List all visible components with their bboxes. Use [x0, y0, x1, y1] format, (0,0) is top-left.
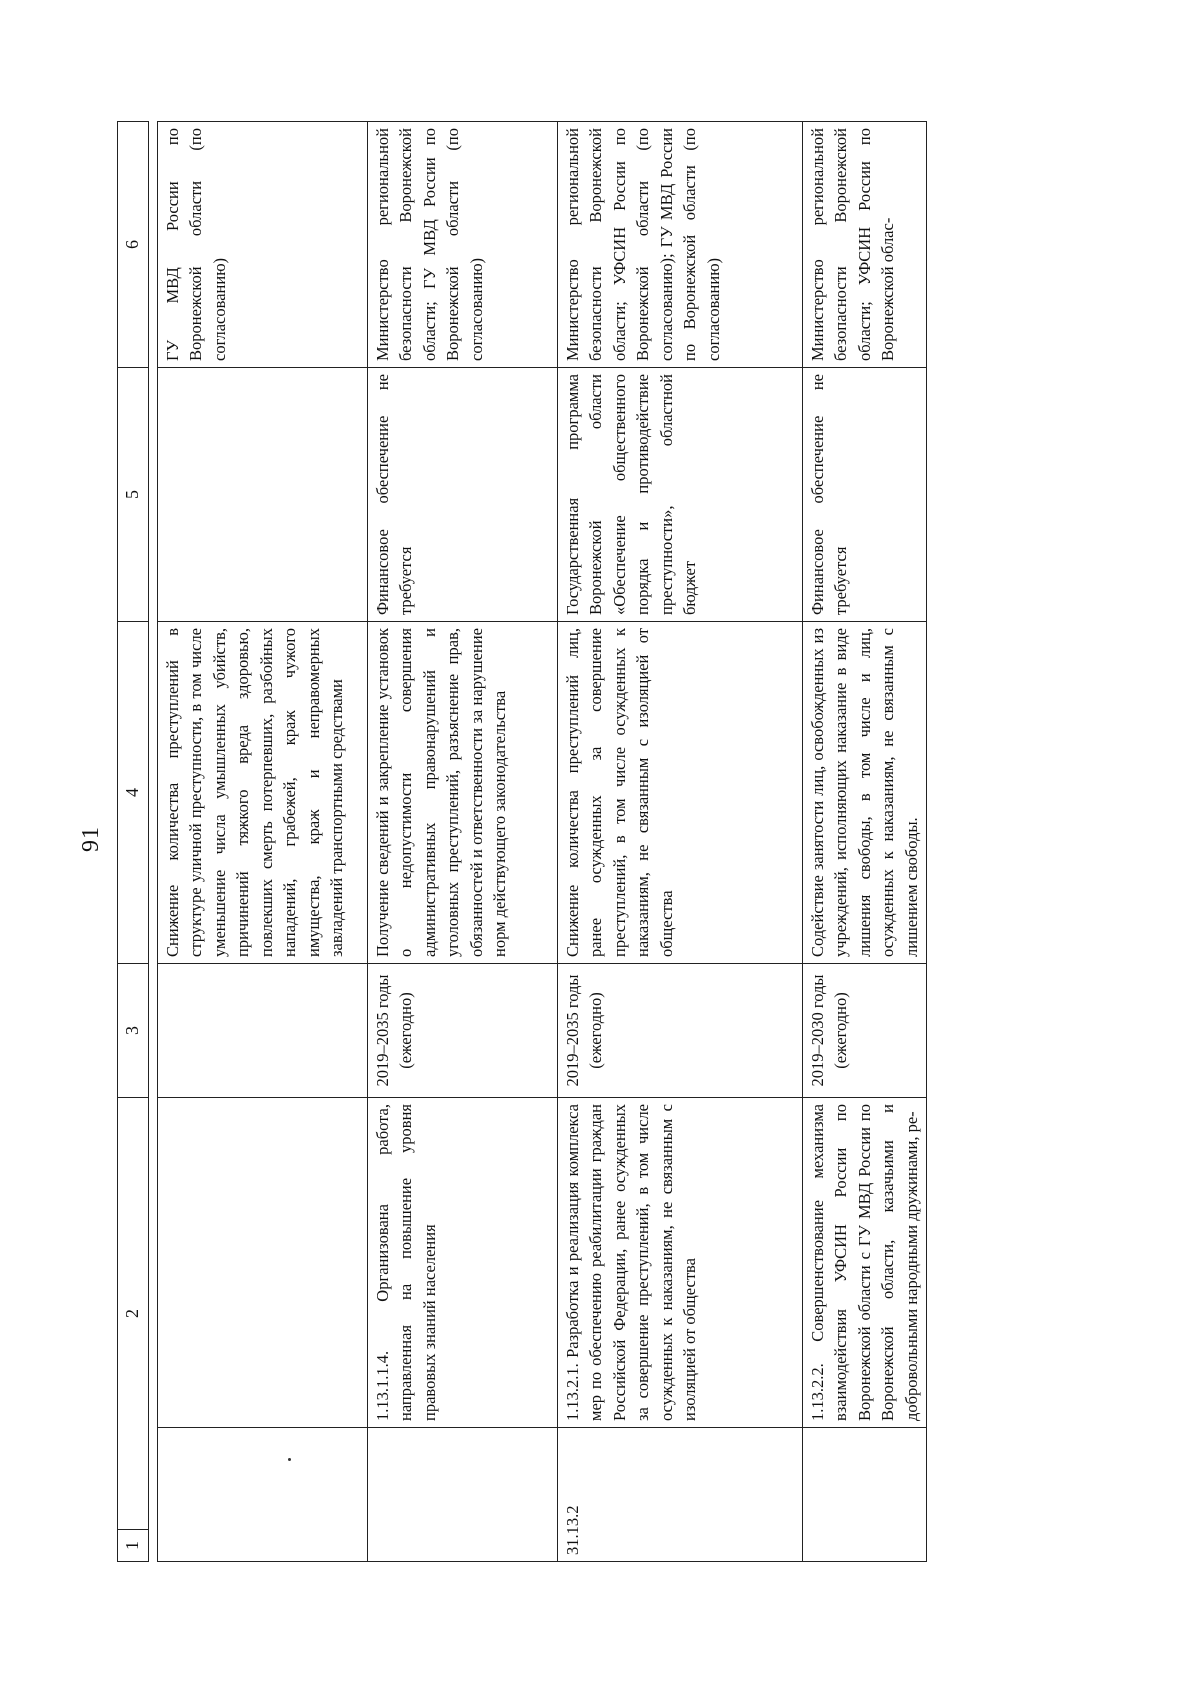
cell-period: 2019–2030 годы (ежегодно): [803, 964, 927, 1098]
table-row: [158, 122, 368, 1562]
column-number: 2: [118, 1098, 149, 1530]
column-number: 1: [118, 1530, 149, 1562]
cell-number: [368, 1428, 558, 1562]
cell-funding: [158, 368, 368, 622]
header-gap-row: [149, 122, 158, 1562]
cell-funding: Финансовое обеспечение не требуется: [803, 368, 927, 622]
cell-period: 2019–2035 годы (ежегодно): [558, 964, 803, 1098]
cell-measure: [158, 1098, 368, 1428]
cell-funding: Финансовое обеспечение не требуется: [368, 368, 558, 622]
cell-measure: 1.13.1.1.4. Организована работа, направленная на повышение уровня правовых знаний населения: [368, 1098, 558, 1428]
column-number-row: [118, 122, 149, 1562]
table-row: [803, 122, 927, 1562]
table-container: [117, 122, 921, 1562]
cell-executor: ГУ МВД России по Воронежской области (по согласованию): [158, 122, 368, 368]
column-number: 3: [118, 964, 149, 1098]
column-number: 5: [118, 368, 149, 622]
table-row: [558, 122, 803, 1562]
cell-result: Снижение количества преступлений в структуре уличной преступности, в том числе уменьшение числа умышленных убийств, причинений тяжкого вреда здоровью, повлекших смерть потерпевших, разбойных нападений, грабежей, краж чужого имущества, краж и неправомерных завладений транспортными средствами: [158, 622, 368, 964]
cell-executor: Министерство региональной безопасности Воронежской области; УФСИН России по Воронежской облас-: [803, 122, 927, 368]
page-number: 91: [78, 826, 104, 852]
cell-result: Снижение количества преступлений лиц, ранее осужденных за совершение преступлений, в том числе осужденных к наказаниям, не связанным с изоляцией от общества: [558, 622, 803, 964]
cell-result: Получение сведений и закрепление установок о недопустимости совершения административных правонарушений и уголовных преступлений, разъяснение прав, обязанностей и ответственности за нарушение норм действующего законодательства: [368, 622, 558, 964]
cell-period: 2019–2035 годы (ежегодно): [368, 964, 558, 1098]
column-number: 4: [118, 622, 149, 964]
cell-executor: Министерство региональной безопасности Воронежской области; ГУ МВД России по Воронежской области (по согласованию): [368, 122, 558, 368]
measures-table: [117, 121, 927, 1562]
cell-result: Содействие занятости лиц, освобожденных из учреждений, исполняющих наказание в виде лишения свободы, в том числе и лиц, осужденных к наказаниям, не связанным с лишением свободы.: [803, 622, 927, 964]
cell-period: [158, 964, 368, 1098]
cell-executor: Министерство региональной безопасности Воронежской области; УФСИН России по Воронежской области (по согласованию); ГУ МВД России по Воронежской области (по согласованию): [558, 122, 803, 368]
table-row: [368, 122, 558, 1562]
cell-number: [803, 1428, 927, 1562]
column-number: 6: [118, 122, 149, 368]
cell-funding: Государственная программа Воронежской области «Обеспечение общественного порядка и противодействие преступности», областной бюджет: [558, 368, 803, 622]
cell-number: 31.13.2: [558, 1428, 803, 1562]
cell-measure: 1.13.2.2. Совершенствование механизма взаимодействия УФСИН России по Воронежской области с ГУ МВД России по Воронежской области, казачьими и добровольными народными дружинами, ре-: [803, 1098, 927, 1428]
cell-measure: 1.13.2.1. Разработка и реализация комплекса мер по обеспечению реабилитации граждан Российской Федерации, ранее осужденных за совершение преступлений, в том числе осужденных к наказаниям, не связанным с изоляцией от общества: [558, 1098, 803, 1428]
cell-number: [158, 1428, 368, 1562]
